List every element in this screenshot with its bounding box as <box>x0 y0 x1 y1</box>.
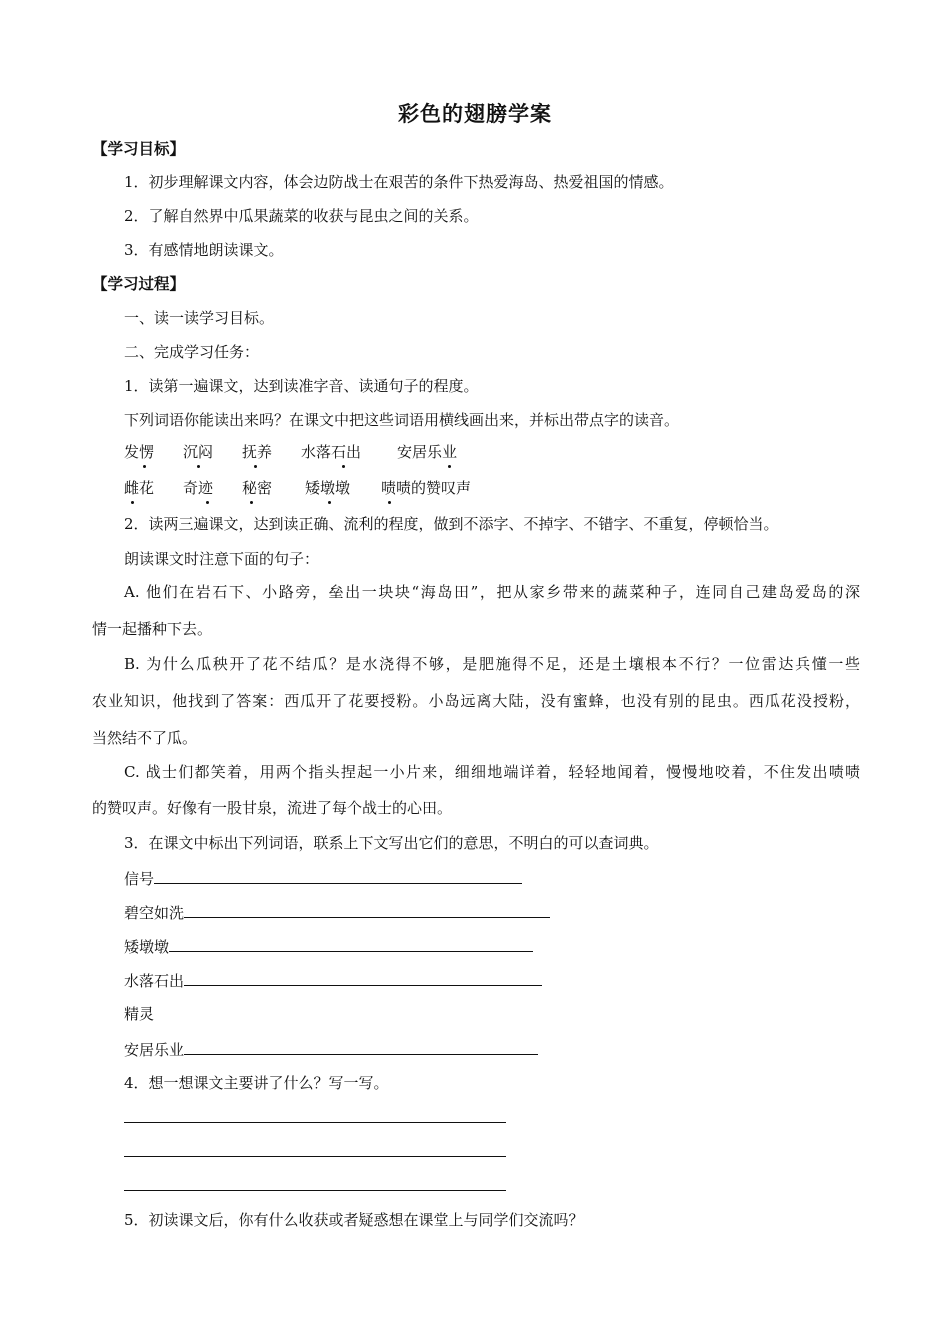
sentence-a-line-2: 情一起播种下去。 <box>92 620 213 638</box>
answer-line[interactable] <box>154 868 522 884</box>
process-step-2: 二、完成学习任务： <box>124 343 260 361</box>
word-mimi: 秘密 <box>242 479 273 497</box>
sentence-b-line-1: B. 为什么瓜秧开了花不结瓜？是水浇得不够，是肥施得不足，还是土壤根本不行？一位雷达兵懂一些 <box>124 655 860 673</box>
goals-header: 【学习目标】 <box>92 139 186 158</box>
word-row-1 <box>124 441 524 465</box>
answer-line[interactable] <box>169 936 533 952</box>
task-4: 4．想一想课文主要讲了什么？写一写。 <box>124 1074 389 1092</box>
sentence-a-line-1: A. 他们在岩石下、小路旁，垒出一块块“海岛田”，把从家乡带来的蔬菜种子，连同自己建岛爱岛的深 <box>124 583 860 601</box>
process-step-1: 一、读一读学习目标。 <box>124 309 275 327</box>
sentence-c-line-1: C. 战士们都笑着，用两个指头捏起一小片来，细细地端详着，轻轻地闻着，慢慢地咬着，不住发出啧啧 <box>124 763 860 781</box>
word-faleng: 发愣 <box>124 443 155 461</box>
vocab-shuiluoshichu: 水落石出 <box>124 970 542 991</box>
vocab-anjuleye: 安居乐业 <box>124 1039 538 1060</box>
sentence-b-line-3: 当然结不了瓜。 <box>92 729 198 747</box>
vocab-bikongruxi: 碧空如洗 <box>124 902 550 923</box>
word-row-2 <box>124 477 524 501</box>
sentence-c-line-2: 的赞叹声。好像有一股甘泉，流进了每个战士的心田。 <box>92 799 453 817</box>
page-title: 彩色的翅膀学案 <box>398 101 552 126</box>
emphasis-dot <box>388 501 391 504</box>
emphasis-dot <box>131 501 134 504</box>
emphasis-dot <box>448 465 451 468</box>
word-chenmen: 沉闷 <box>183 443 214 461</box>
emphasis-dot <box>250 501 253 504</box>
word-fuyang: 抚养 <box>242 443 273 461</box>
emphasis-dot <box>254 465 257 468</box>
goal-item-1: 1．初步理解课文内容，体会边防战士在艰苦的条件下热爱海岛、热爱祖国的情感。 <box>124 173 674 191</box>
task-3: 3．在课文中标出下列词语，联系上下文写出它们的意思，不明白的可以查词典。 <box>124 834 659 852</box>
emphasis-dot <box>206 501 209 504</box>
vocab-xinhao: 信号 <box>124 868 522 889</box>
word-anjuleye: 安居乐业 <box>397 443 458 461</box>
sentence-b-line-2: 农业知识，他找到了答案：西瓜开了花要授粉。小岛远离大陆，没有蜜蜂，也没有别的昆虫。西瓜花没授粉， <box>92 692 860 710</box>
word-cihua: 雌花 <box>124 479 155 497</box>
task-5: 5．初读课文后，你有什么收获或者疑惑想在课堂上与同学们交流吗？ <box>124 1211 584 1229</box>
task-2: 2．读两三遍课文，达到读正确、流利的程度，做到不添字、不掉字、不错字、不重复，停顿恰当。 <box>124 515 779 533</box>
answer-line[interactable] <box>124 1156 506 1157</box>
answer-line[interactable] <box>184 970 542 986</box>
answer-line[interactable] <box>184 1039 538 1055</box>
vocab-aidundun: 矮墩墩 <box>124 936 533 957</box>
emphasis-dot <box>143 465 146 468</box>
emphasis-dot <box>342 465 345 468</box>
goal-item-2: 2．了解自然界中瓜果蔬菜的收获与昆虫之间的关系。 <box>124 207 479 225</box>
task-1: 1．读第一遍课文，达到读准字音、读通句子的程度。 <box>124 377 479 395</box>
goal-item-3: 3．有感情地朗读课文。 <box>124 241 284 259</box>
task-1-prompt: 下列词语你能读出来吗？在课文中把这些词语用横线画出来，并标出带点字的读音。 <box>124 411 680 429</box>
vocab-jingling: 精灵 <box>124 1005 155 1023</box>
word-qiji: 奇迹 <box>183 479 214 497</box>
answer-line[interactable] <box>184 902 550 918</box>
emphasis-dot <box>328 501 331 504</box>
word-aidundun: 矮墩墩 <box>305 479 351 497</box>
task-2-prompt: 朗读课文时注意下面的句子： <box>124 550 320 568</box>
answer-line[interactable] <box>124 1190 506 1191</box>
answer-line[interactable] <box>124 1122 506 1123</box>
word-shuiluoshichu: 水落石出 <box>301 443 362 461</box>
process-header: 【学习过程】 <box>92 274 186 293</box>
word-zezedezantansheng: 啧啧的赞叹声 <box>381 479 472 497</box>
